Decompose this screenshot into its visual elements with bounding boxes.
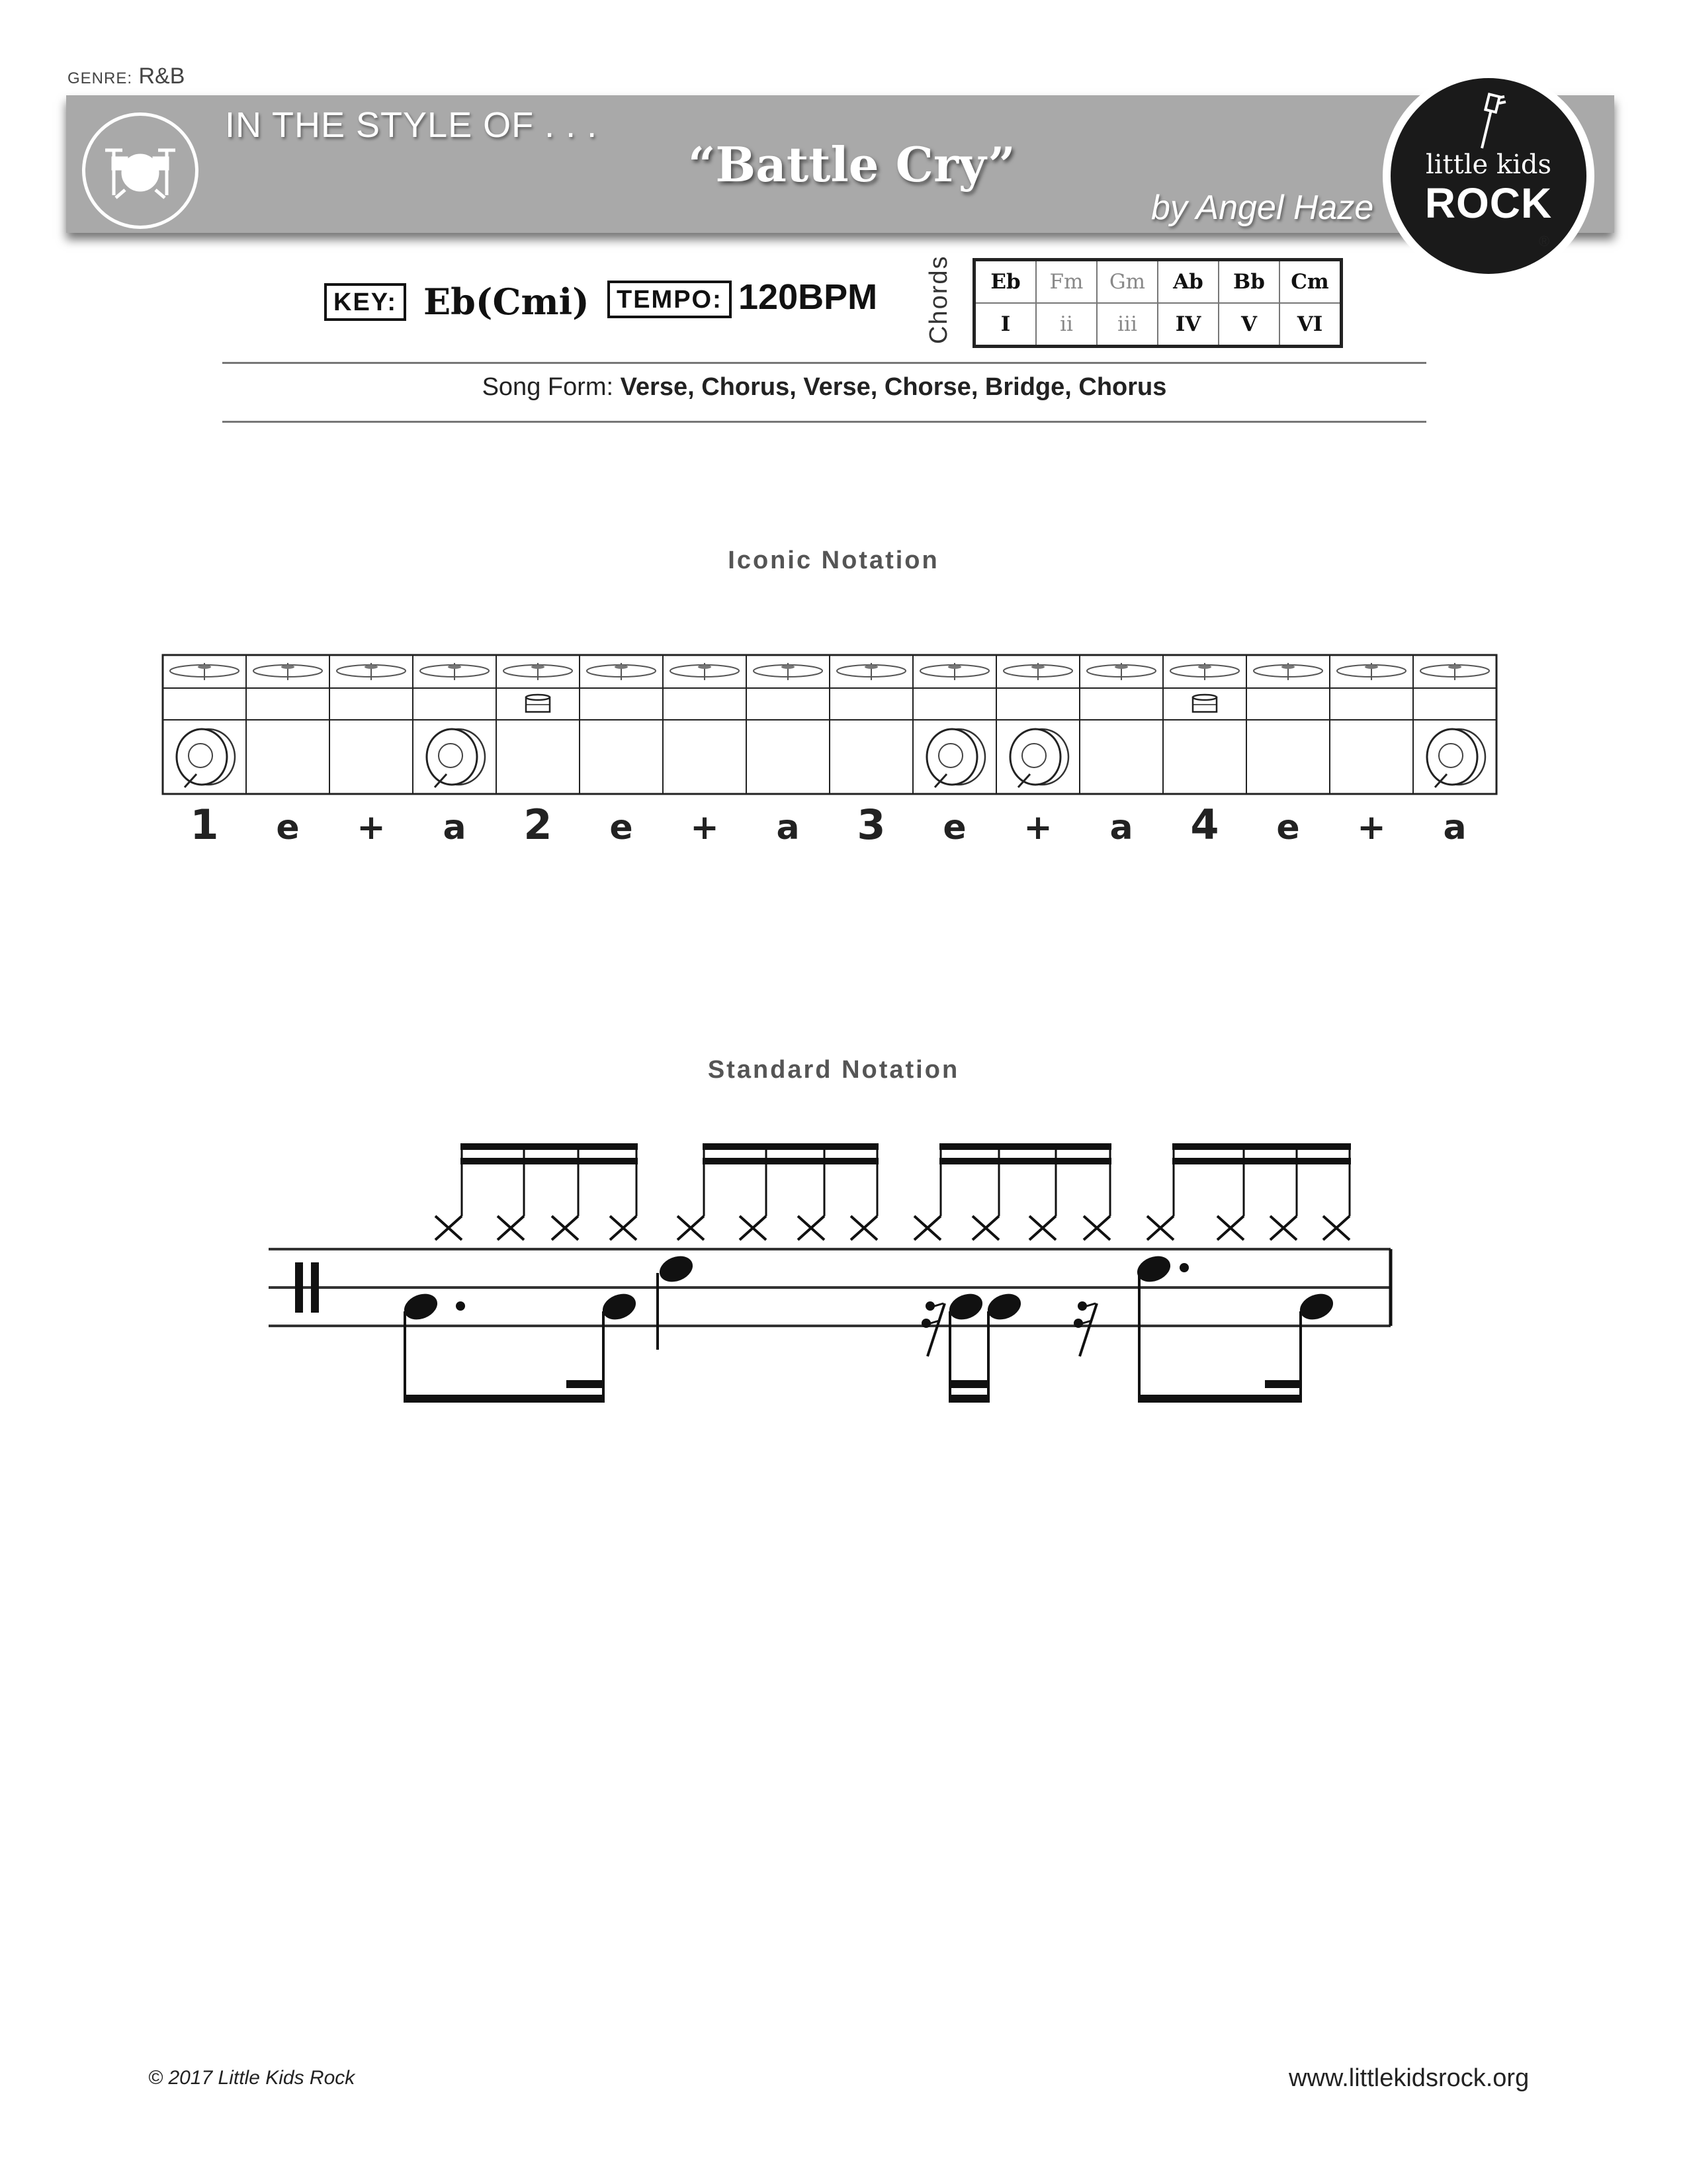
genre-line (67, 64, 185, 89)
beam (1172, 1143, 1351, 1150)
hihat-cymbal-icon (837, 663, 906, 680)
beat-count-label: + (357, 808, 386, 848)
beat-count-label: + (1023, 808, 1053, 848)
hihat-x-note (914, 1145, 941, 1240)
song-form-value: Verse, Chorus, Verse, Chorse, Bridge, Chorus (620, 373, 1167, 401)
percussion-clef (295, 1262, 303, 1313)
tempo-value: 120BPM (738, 277, 878, 317)
hihat-cymbal-icon (670, 663, 739, 680)
beam (1172, 1158, 1351, 1164)
beat-count-label: e (1276, 808, 1300, 848)
logo-disc (1391, 78, 1586, 274)
dot (1180, 1263, 1189, 1272)
standard-notation-title: Standard Notation (707, 1056, 960, 1084)
beam (1265, 1380, 1302, 1388)
beam (404, 1395, 605, 1403)
hihat-cymbal-icon (587, 663, 656, 680)
hihat-cymbal-icon (920, 663, 989, 680)
logo-text-top: little kids (1425, 150, 1552, 180)
snare-drum-icon (1193, 695, 1217, 712)
beat-count-label: a (776, 808, 800, 848)
artist-name: by Angel Haze (1151, 189, 1374, 227)
chord-numeral-cell: I (974, 303, 1037, 347)
chord-name-cell: Cm (1279, 260, 1342, 304)
bass-drum-icon (1010, 729, 1068, 787)
divider-bottom (222, 421, 1426, 423)
tempo-label: TEMPO: (607, 281, 732, 318)
drum-kit-icon (82, 112, 198, 229)
kick-note (599, 1289, 640, 1325)
chord-name-row (974, 260, 1342, 304)
snare-drum-icon (526, 695, 550, 712)
bass-drum-icon (927, 729, 985, 787)
chord-name-cell: Fm (1036, 260, 1097, 304)
chord-numeral-cell: ii (1036, 303, 1097, 347)
little-kids-rock-logo (1383, 70, 1594, 282)
beam (703, 1143, 879, 1150)
chord-name-cell: Gm (1097, 260, 1158, 304)
beat-count-label: e (943, 808, 967, 848)
beat-count-label: + (690, 808, 719, 848)
beat-count-label: e (276, 808, 300, 848)
beat-count-label: + (1357, 808, 1386, 848)
hihat-cymbal-icon (1420, 663, 1489, 680)
snare-note (656, 1252, 697, 1287)
hihat-cymbal-icon (1254, 663, 1322, 680)
beam (939, 1143, 1111, 1150)
hihat-cymbal-icon (1170, 663, 1239, 680)
guitar-icon (1469, 90, 1515, 150)
hihat-cymbal-icon (420, 663, 489, 680)
website-url: www.littlekidsrock.org (1289, 2064, 1530, 2092)
registered-mark: ® (1539, 233, 1550, 249)
beam (939, 1158, 1111, 1164)
sixteenth-rest (922, 1301, 945, 1356)
chords-label: Chords (925, 255, 953, 344)
style-of-label: IN THE STYLE OF . . . (225, 105, 598, 145)
key-label: KEY: (324, 283, 406, 321)
dot (456, 1301, 465, 1311)
beat-count-label: 2 (523, 801, 552, 849)
beam (460, 1143, 638, 1150)
genre-value: R&B (138, 64, 185, 89)
iconic-notation-grid (159, 651, 1508, 850)
logo-text-bottom: ROCK (1424, 179, 1553, 227)
divider-top (222, 362, 1426, 364)
kick-note (984, 1289, 1025, 1325)
bass-drum-icon (1427, 729, 1485, 787)
beat-count-label: a (1443, 808, 1467, 848)
chord-numeral-cell: IV (1158, 303, 1219, 347)
genre-label: GENRE: (67, 69, 133, 87)
iconic-notation-title: Iconic Notation (728, 546, 939, 574)
beam (949, 1395, 990, 1403)
song-form (222, 373, 1426, 402)
hihat-cymbal-icon (253, 663, 322, 680)
chord-numeral-cell: iii (1097, 303, 1158, 347)
hihat-cymbal-icon (503, 663, 572, 680)
bass-drum-icon (177, 729, 235, 787)
beat-count-label: 4 (1190, 801, 1219, 849)
song-form-label: Song Form: (482, 373, 614, 401)
beat-count-label: 1 (190, 801, 219, 849)
hihat-cymbal-icon (754, 663, 822, 680)
chord-numeral-row (974, 303, 1342, 347)
key-value: Eb(Cmi) (423, 281, 589, 323)
beam (566, 1380, 605, 1388)
hihat-cymbal-icon (170, 663, 239, 680)
chord-numeral-cell: VI (1279, 303, 1342, 347)
chord-name-cell: Bb (1219, 260, 1279, 304)
hihat-cymbal-icon (1004, 663, 1072, 680)
song-title: “Battle Cry” (688, 136, 1016, 193)
beam (949, 1380, 990, 1388)
chord-table (973, 258, 1343, 348)
hihat-cymbal-icon (1337, 663, 1406, 680)
bass-drum-icon (427, 729, 485, 787)
chord-name-cell: Ab (1158, 260, 1219, 304)
beat-count-label: e (609, 808, 633, 848)
hihat-x-note (1147, 1145, 1174, 1240)
chord-numeral-cell: V (1219, 303, 1279, 347)
beam (460, 1158, 638, 1164)
hihat-cymbal-icon (337, 663, 406, 680)
kick-note (1296, 1289, 1337, 1325)
copyright: © 2017 Little Kids Rock (148, 2067, 355, 2089)
beat-count-label: a (443, 808, 466, 848)
beat-count-label: a (1109, 808, 1133, 848)
kick-note (400, 1289, 441, 1325)
kick-note (945, 1289, 986, 1325)
hihat-cymbal-icon (1087, 663, 1156, 680)
hihat-x-note (435, 1145, 462, 1240)
percussion-clef (311, 1262, 319, 1313)
beat-count-label: 3 (857, 801, 886, 849)
chord-name-cell: Eb (974, 260, 1037, 304)
beam (1138, 1395, 1302, 1403)
standard-notation-staff (265, 1131, 1403, 1449)
sixteenth-rest (1074, 1301, 1097, 1356)
hihat-x-note (677, 1145, 704, 1240)
beam (703, 1158, 879, 1164)
